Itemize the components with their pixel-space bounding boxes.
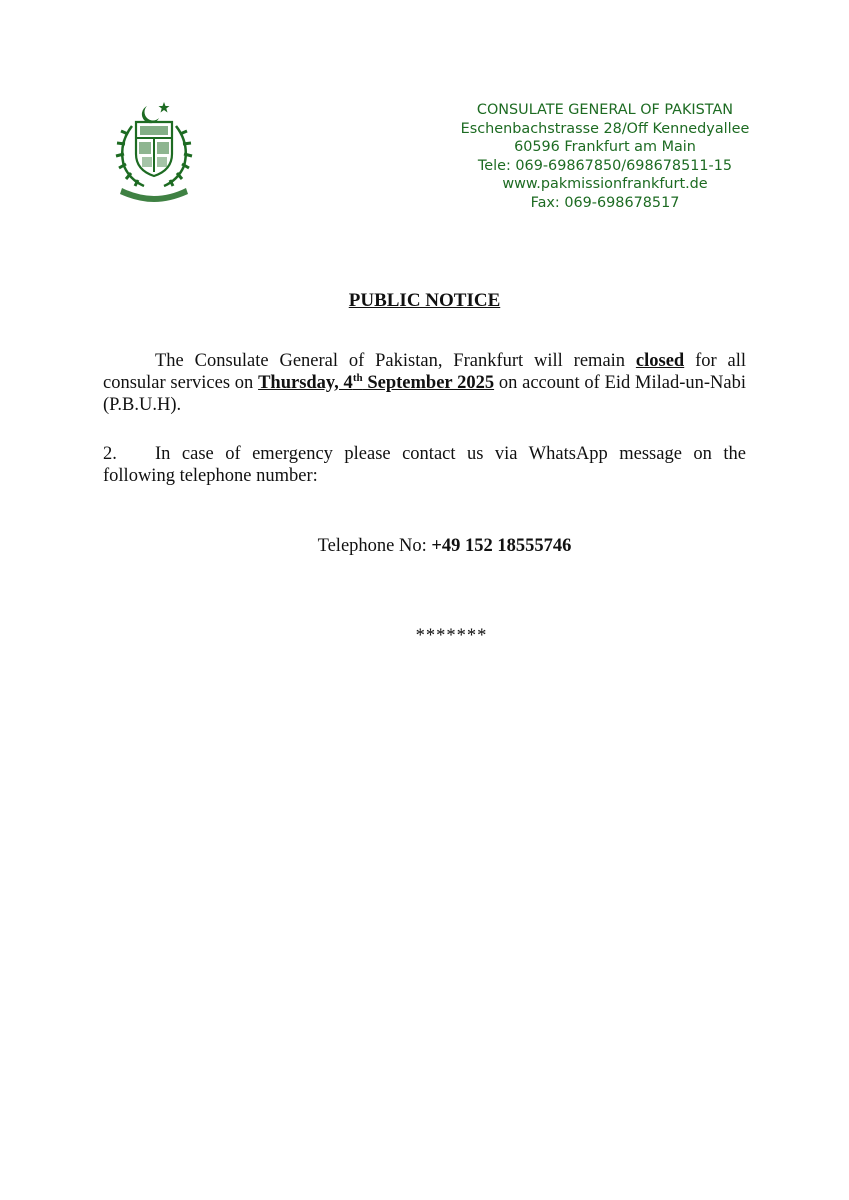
telephone-label: Telephone No: [317,536,432,556]
p2-text: In case of emergency please contact us via WhatsApp message on the following telephone number: [103,444,746,486]
fax-line: Fax: 069-698678517 [530,194,680,211]
end-marker: ******* [415,626,488,646]
letterhead [440,101,770,213]
p1-text-2: for all consular services on [103,351,746,393]
paragraph-closure [103,350,746,416]
paragraph-number: 2. [103,444,117,464]
state-emblem-icon [108,100,200,204]
closure-date-rest: September 2025 [362,373,495,393]
emergency-telephone [0,536,849,557]
website-link[interactable]: www.pakmissionfrankfurt.de [502,176,708,193]
closure-date-day: Thursday, 4 [258,373,353,393]
telephone-number[interactable]: +49 152 18555746 [431,536,572,556]
closed-emphasis: closed [635,351,685,371]
closure-date [258,373,494,393]
telephone-line: Tele: 069-69867850/698678511-15 [477,157,733,174]
paragraph-emergency [103,443,746,487]
address-city: 60596 Frankfurt am Main [514,139,696,156]
address-street: Eschenbachstrasse 28/Off Kennedyallee [460,120,750,137]
closure-date-suffix: th [352,371,363,384]
p1-text-1: The Consulate General of Pakistan, Frankfurt will remain [155,351,636,371]
organization-name: CONSULATE GENERAL OF PAKISTAN [476,102,734,118]
p1-text-3: on account of Eid Milad-un-Nabi (P.B.U.H). [103,373,746,415]
notice-title: PUBLIC NOTICE [348,290,501,311]
